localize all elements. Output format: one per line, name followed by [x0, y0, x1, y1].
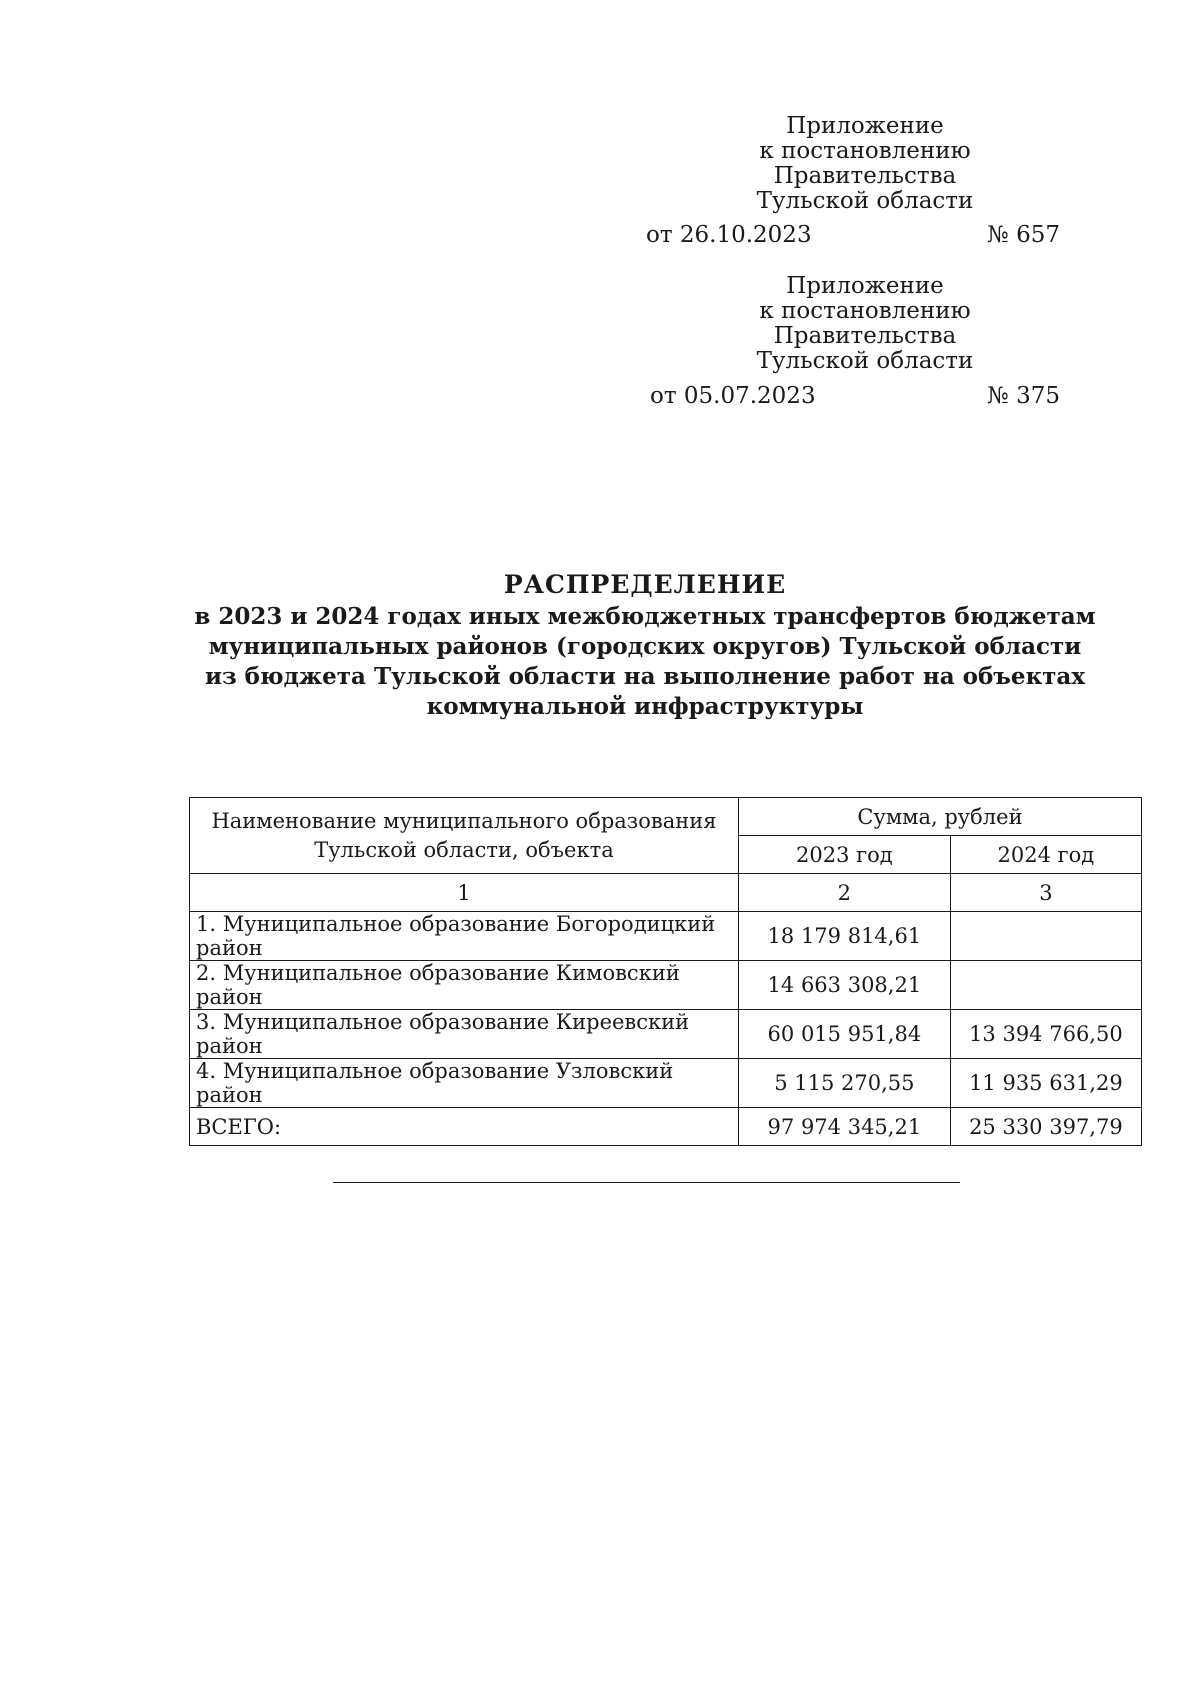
- title-main: РАСПРЕДЕЛЕНИЕ: [503, 570, 787, 599]
- row-2023-cell: 14 663 308,21: [738, 961, 950, 1010]
- column-number-cell: 3: [950, 874, 1141, 912]
- table-row: [190, 1059, 1142, 1108]
- distribution-table: [189, 797, 1142, 1146]
- row-2023-cell: 5 115 270,55: [738, 1059, 950, 1108]
- header-2024-cell: 2024 год: [950, 836, 1141, 874]
- row-2024-cell: 13 394 766,50: [950, 1010, 1141, 1059]
- table-row: [190, 912, 1142, 961]
- annex-number: № 657: [987, 222, 1060, 248]
- annex-number: № 375: [987, 383, 1060, 409]
- column-number-cell: 2: [738, 874, 950, 912]
- annex-label: Приложение: [786, 273, 944, 299]
- total-2023-cell: 97 974 345,21: [738, 1108, 950, 1146]
- title-line-1: в 2023 и 2024 годах иных межбюджетных трансфертов бюджетам: [194, 603, 1096, 630]
- title-line-2: муниципальных районов (городских округов) Тульской области: [208, 633, 1082, 660]
- row-2024-cell: [950, 912, 1141, 961]
- total-2024-cell: 25 330 397,79: [950, 1108, 1141, 1146]
- column-number-cell: 1: [190, 874, 739, 912]
- closing-divider-line: [333, 1182, 960, 1183]
- annex-resolution-ref: к постановлению Правительства: [759, 138, 971, 189]
- row-2024-cell: [950, 961, 1141, 1010]
- table-row: [190, 1010, 1142, 1059]
- row-name-cell: 2. Муниципальное образование Кимовский район: [190, 961, 739, 1010]
- total-label-cell: ВСЕГО:: [190, 1108, 739, 1146]
- table-header-row: [190, 798, 1142, 836]
- title-line-4: коммунальной инфраструктуры: [426, 693, 864, 720]
- header-name-cell: [190, 798, 739, 874]
- annex-date: от 05.07.2023: [650, 383, 816, 409]
- row-2023-cell: 60 015 951,84: [738, 1010, 950, 1059]
- header-sum-cell: Сумма, рублей: [738, 798, 1141, 836]
- annex-region: Тульской области: [756, 348, 974, 374]
- document-title: [190, 570, 1100, 722]
- row-2024-cell: 11 935 631,29: [950, 1059, 1141, 1108]
- table-column-numbers-row: [190, 874, 1142, 912]
- row-2023-cell: 18 179 814,61: [738, 912, 950, 961]
- title-line-3: из бюджета Тульской области на выполнение работ на объектах: [204, 663, 1086, 690]
- annex-date: от 26.10.2023: [646, 222, 812, 248]
- annex-region: Тульской области: [756, 188, 974, 214]
- header-2023-cell: 2023 год: [738, 836, 950, 874]
- annex-header-1: [665, 114, 1065, 214]
- table-row: [190, 961, 1142, 1010]
- table-total-row: [190, 1108, 1142, 1146]
- annex-label: Приложение: [786, 113, 944, 139]
- row-name-cell: 4. Муниципальное образование Узловский район: [190, 1059, 739, 1108]
- row-name-cell: 1. Муниципальное образование Богородицкий район: [190, 912, 739, 961]
- annex-header-2: [665, 274, 1065, 374]
- header-name-line-2: Тульской области, объекта: [314, 837, 614, 862]
- annex-resolution-ref: к постановлению Правительства: [759, 298, 971, 349]
- header-name-line-1: Наименование муниципального образования: [211, 808, 717, 833]
- row-name-cell: 3. Муниципальное образование Киреевский район: [190, 1010, 739, 1059]
